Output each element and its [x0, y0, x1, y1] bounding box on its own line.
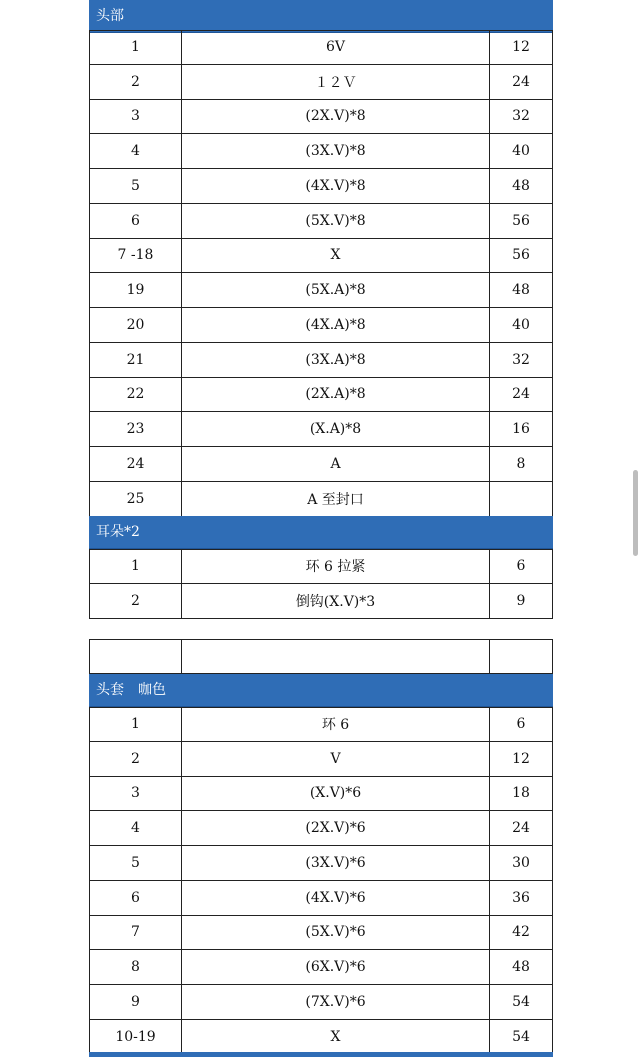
stitch-cell: (2X.V)*6: [182, 811, 490, 845]
section-title: 头套 咖色: [96, 682, 166, 698]
round-cell: 22: [90, 378, 182, 412]
stitch-cell: (2X.V)*8: [182, 100, 490, 134]
count-cell: 36: [512, 889, 530, 906]
round-cell: 5: [90, 169, 182, 203]
stitch-cell: V: [182, 742, 490, 776]
stitch-cell: (3X.A)*8: [182, 343, 490, 377]
table-row: [89, 447, 553, 482]
section-title: 耳朵*2: [96, 524, 140, 540]
stitch-cell: A: [182, 447, 490, 481]
count-cell: 54: [512, 993, 530, 1010]
table-row: [89, 584, 553, 619]
round-cell: [90, 640, 182, 673]
round-cell: 24: [90, 447, 182, 481]
round-cell: 8: [90, 950, 182, 984]
table-row: [89, 134, 553, 169]
count-cell: 48: [512, 282, 530, 299]
section-header-head: [89, 0, 553, 33]
count-cell: 56: [512, 212, 530, 229]
table-row: [89, 950, 553, 985]
count-cell: 30: [512, 854, 530, 871]
round-cell: 5: [90, 846, 182, 880]
round-cell: 7: [90, 916, 182, 950]
count-cell: 24: [512, 73, 530, 90]
stitch-cell: 环 6: [182, 708, 490, 741]
stitch-cell: A 至封口: [182, 482, 490, 516]
stitch-cell: (5X.V)*8: [182, 204, 490, 238]
table-row: [89, 742, 553, 777]
stitch-cell: 倒钩(X.V)*3: [182, 584, 490, 618]
scrollbar-thumb[interactable]: [633, 470, 638, 556]
round-cell: 9: [90, 985, 182, 1019]
stitch-cell: 环 6 拉紧: [182, 550, 490, 583]
stitch-cell: 6V: [182, 31, 490, 64]
count-cell: 9: [516, 592, 526, 609]
count-cell: 40: [512, 316, 530, 333]
round-cell: 4: [90, 811, 182, 845]
stitch-cell: (5X.A)*8: [182, 273, 490, 307]
table-row: [89, 985, 553, 1020]
count-cell: 42: [512, 924, 530, 941]
table-row: [89, 916, 553, 951]
stitch-cell: X: [182, 239, 490, 273]
table-row: [89, 777, 553, 812]
section-title: 头部: [96, 8, 124, 24]
section-header-hood: [89, 674, 553, 707]
round-cell: 2: [90, 584, 182, 618]
table-row: [89, 239, 553, 274]
table-row: [89, 811, 553, 846]
count-cell: 24: [512, 820, 530, 837]
round-cell: 1: [90, 550, 182, 583]
round-cell: 23: [90, 412, 182, 446]
stitch-cell: (4X.A)*8: [182, 308, 490, 342]
round-cell: 6: [90, 881, 182, 915]
stitch-cell: [182, 640, 490, 673]
stitch-cell: １２Ｖ: [182, 65, 490, 99]
count-cell: [490, 640, 552, 673]
count-cell: 54: [512, 1028, 530, 1045]
round-cell: 6: [90, 204, 182, 238]
table-row: [89, 30, 553, 65]
table-row: [89, 65, 553, 100]
table-row: [89, 273, 553, 308]
count-cell: 18: [512, 785, 530, 802]
stitch-cell: (4X.V)*6: [182, 881, 490, 915]
table-row: [89, 308, 553, 343]
table-row: [89, 639, 553, 674]
stitch-cell: (X.V)*6: [182, 777, 490, 811]
next-section-header-edge: [89, 1052, 553, 1057]
count-cell: 24: [512, 386, 530, 403]
round-cell: 25: [90, 482, 182, 516]
stitch-cell: (7X.V)*6: [182, 985, 490, 1019]
round-cell: 19: [90, 273, 182, 307]
stitch-cell: (3X.V)*6: [182, 846, 490, 880]
round-cell: 2: [90, 742, 182, 776]
section-header-ears: [89, 516, 553, 549]
round-cell: 21: [90, 343, 182, 377]
count-cell: 12: [512, 39, 530, 56]
count-cell: 6: [516, 716, 526, 733]
round-cell: 1: [90, 31, 182, 64]
table-row: [89, 378, 553, 413]
count-cell: 16: [512, 421, 530, 438]
table-row: [89, 881, 553, 916]
round-cell: 3: [90, 100, 182, 134]
table-row: [89, 1020, 553, 1055]
stitch-cell: (2X.A)*8: [182, 378, 490, 412]
count-cell: 56: [512, 247, 530, 264]
count-cell: [490, 482, 552, 516]
round-cell: 10-19: [90, 1020, 182, 1054]
round-cell: 3: [90, 777, 182, 811]
count-cell: 8: [516, 455, 526, 472]
stitch-cell: (4X.V)*8: [182, 169, 490, 203]
table-row: [89, 100, 553, 135]
count-cell: 48: [512, 177, 530, 194]
stitch-cell: (6X.V)*6: [182, 950, 490, 984]
count-cell: 32: [512, 108, 530, 125]
stitch-cell: (5X.V)*6: [182, 916, 490, 950]
stitch-cell: (3X.V)*8: [182, 134, 490, 168]
table-row: [89, 482, 553, 517]
count-cell: 6: [516, 558, 526, 575]
round-cell: 20: [90, 308, 182, 342]
table-row: [89, 846, 553, 881]
table-row: [89, 169, 553, 204]
table-row: [89, 549, 553, 584]
count-cell: 40: [512, 143, 530, 160]
stitch-cell: (X.A)*8: [182, 412, 490, 446]
table-row: [89, 412, 553, 447]
table-row: [89, 707, 553, 742]
count-cell: 32: [512, 351, 530, 368]
count-cell: 48: [512, 959, 530, 976]
round-cell: 7 -18: [90, 239, 182, 273]
count-cell: 12: [512, 750, 530, 767]
round-cell: 1: [90, 708, 182, 741]
stitch-cell: X: [182, 1020, 490, 1054]
table-row: [89, 343, 553, 378]
round-cell: 4: [90, 134, 182, 168]
table-row: [89, 204, 553, 239]
round-cell: 2: [90, 65, 182, 99]
